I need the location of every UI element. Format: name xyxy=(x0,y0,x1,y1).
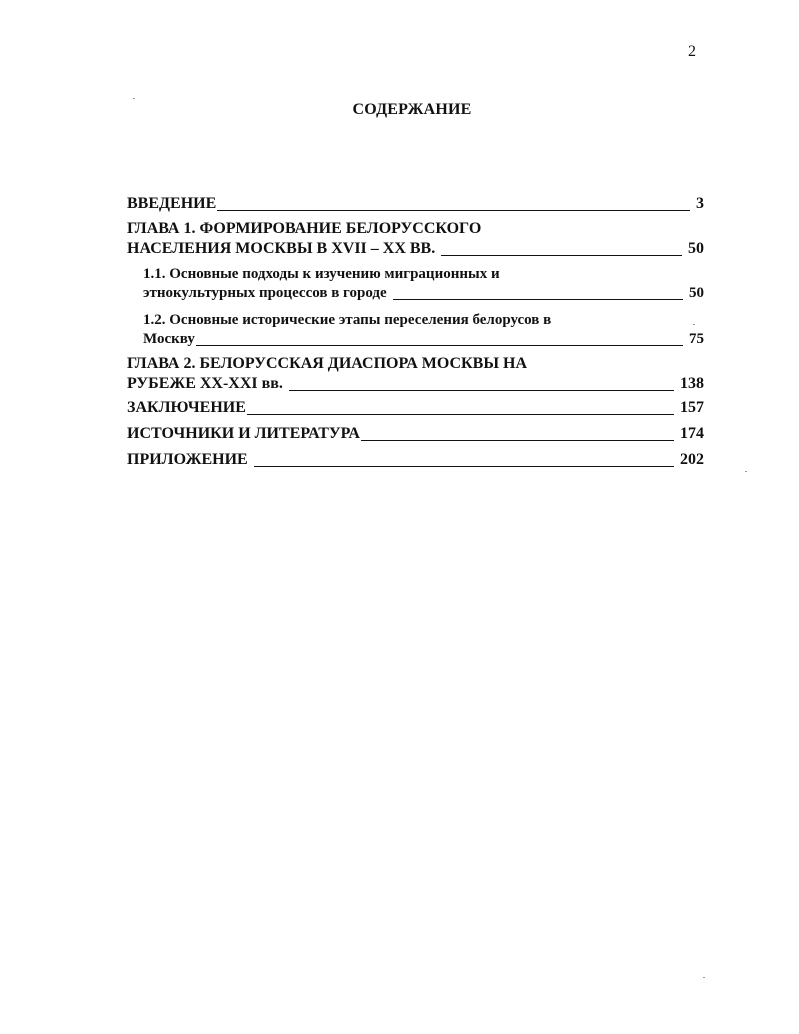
toc-page-number: 157 xyxy=(680,399,704,416)
leader-line xyxy=(217,210,690,211)
toc-entry-title: ЗАКЛЮЧЕНИЕ xyxy=(127,399,246,416)
toc-page-number: 174 xyxy=(680,425,704,442)
leader-line xyxy=(196,345,683,346)
toc-page-number: 75 xyxy=(689,331,704,347)
scan-speck xyxy=(133,98,135,99)
toc-entry-title-continued: НАСЕЛЕНИЯ МОСКВЫ В XVII – XX ВВ. xyxy=(127,240,436,257)
toc-entry-sources[interactable] xyxy=(127,424,704,444)
toc-entry-title-continued: Москву xyxy=(143,331,195,347)
toc-page-number: 50 xyxy=(688,240,704,257)
toc-entry-title: ВВЕДЕНИЕ xyxy=(127,195,217,212)
page-number: 2 xyxy=(688,43,696,60)
toc-entry-introduction[interactable] xyxy=(127,194,704,214)
page-title: СОДЕРЖАНИЕ xyxy=(352,101,472,118)
scan-speck xyxy=(745,471,747,472)
toc-entry-title: ПРИЛОЖЕНИЕ xyxy=(127,451,248,468)
leader-line xyxy=(441,255,682,256)
toc-entry-title: 1.2. Основные исторические этапы переселения белорусов в xyxy=(143,312,552,328)
toc-entry-section-1-1[interactable] xyxy=(143,265,704,303)
toc-entry-section-1-2[interactable] xyxy=(143,311,704,349)
toc-entry-appendix[interactable] xyxy=(127,450,704,470)
toc-page-number: 50 xyxy=(689,285,704,301)
leader-line xyxy=(361,440,674,441)
toc-page-number: 138 xyxy=(680,375,704,392)
toc-entry-title: ИСТОЧНИКИ И ЛИТЕРАТУРА xyxy=(127,425,360,442)
toc-page-number: 3 xyxy=(696,195,704,212)
toc-entry-chapter-1[interactable] xyxy=(127,219,704,259)
scan-speck xyxy=(703,977,705,978)
toc-entry-title: ГЛАВА 1. ФОРМИРОВАНИЕ БЕЛОРУССКОГО xyxy=(127,220,482,237)
leader-line xyxy=(393,299,683,300)
leader-line xyxy=(254,466,674,467)
leader-line xyxy=(247,414,674,415)
toc-entry-chapter-2[interactable] xyxy=(127,354,704,394)
leader-line xyxy=(289,390,674,391)
toc-entry-conclusion[interactable] xyxy=(127,398,704,418)
toc-entry-title: ГЛАВА 2. БЕЛОРУССКАЯ ДИАСПОРА МОСКВЫ НА xyxy=(127,355,528,372)
scan-speck xyxy=(693,324,695,325)
toc-page-number: 202 xyxy=(680,451,704,468)
toc-entry-title-continued: этнокультурных процессов в городе xyxy=(143,285,387,301)
toc-entry-title: 1.1. Основные подходы к изучению миграционных и xyxy=(143,266,500,282)
toc-entry-title-continued: РУБЕЖЕ XX-XXI вв. xyxy=(127,375,283,392)
